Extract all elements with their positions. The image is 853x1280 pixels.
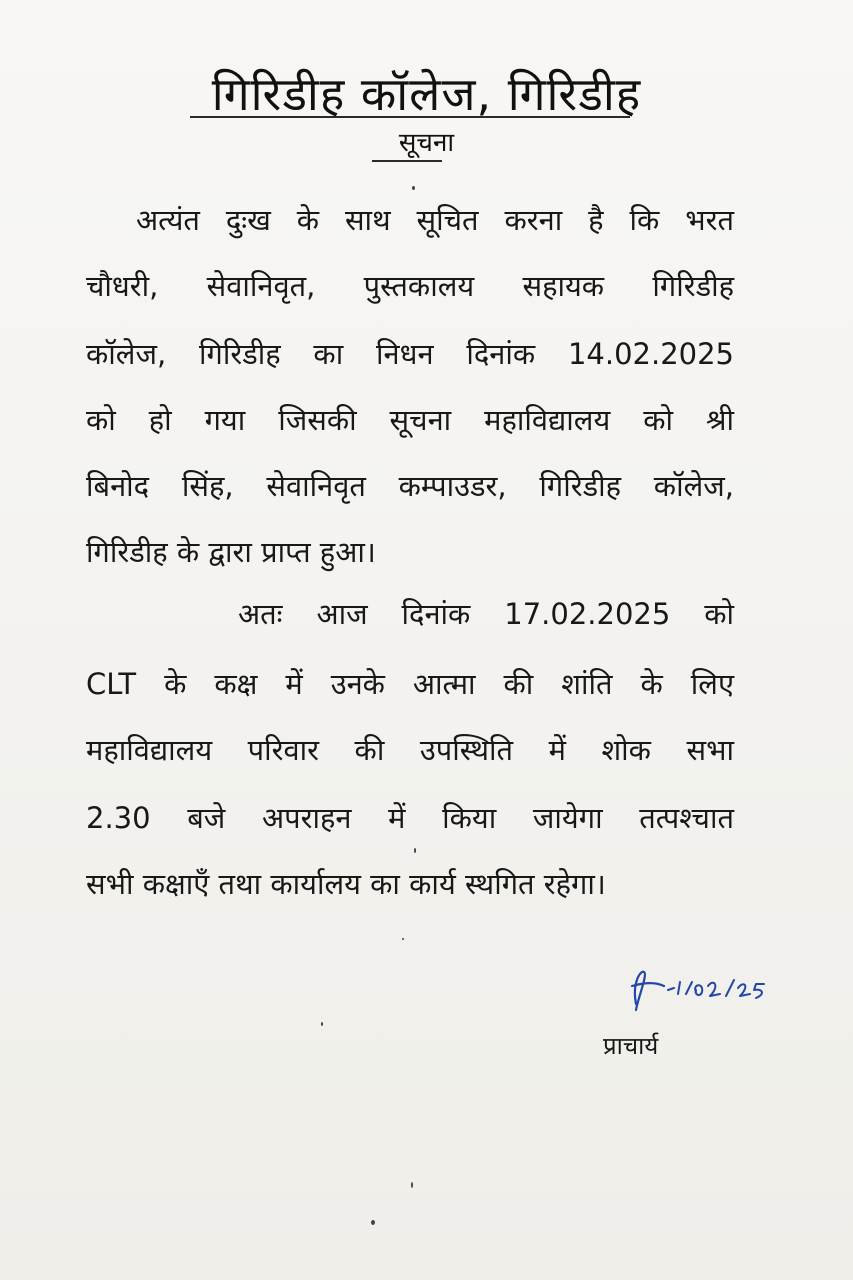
- heading-underline: [372, 160, 442, 162]
- notice-line-8: CLT के कक्ष में उनके आत्मा की शांति के लिए: [86, 667, 734, 701]
- handwritten-signature: [622, 964, 782, 1020]
- notice-line-3: कॉलेज, गिरिडीह का निधन दिनांक 14.02.2025: [86, 337, 734, 371]
- title-underline: [190, 116, 630, 118]
- notice-line-11: सभी कक्षाएँ तथा कार्यालय का कार्य स्थगित रहेगा।: [86, 867, 606, 901]
- signature-svg: [622, 964, 782, 1020]
- paper-speck: [371, 1220, 375, 1225]
- paper-speck: [321, 1022, 323, 1026]
- college-title: गिरिडीह कॉलेज, गिरिडीह: [211, 67, 642, 121]
- notice-line-2: चौधरी, सेवानिवृत, पुस्तकालय सहायक गिरिडीह: [86, 269, 734, 303]
- notice-heading: सूचना: [398, 128, 455, 158]
- notice-line-10: 2.30 बजे अपराहन में किया जायेगा तत्पश्चात: [86, 801, 734, 835]
- signer-designation: प्राचार्य: [603, 1032, 659, 1060]
- notice-line-5: बिनोद सिंह, सेवानिवृत कम्पाउडर, गिरिडीह कॉलेज,: [86, 469, 734, 503]
- notice-line-7: अतः आज दिनांक 17.02.2025 को: [238, 597, 734, 631]
- notice-line-6: गिरिडीह के द्वारा प्राप्त हुआ।: [86, 535, 376, 569]
- paper-speck: [412, 186, 415, 190]
- notice-line-1: अत्यंत दुःख के साथ सूचित करना है कि भरत: [136, 203, 734, 237]
- paper-speck: [414, 848, 416, 853]
- notice-line-9: महाविद्यालय परिवार की उपस्थिति में शोक सभा: [86, 733, 734, 767]
- paper-speck: [402, 938, 404, 940]
- notice-line-4: को हो गया जिसकी सूचना महाविद्यालय को श्री: [86, 403, 734, 437]
- paper-speck: [411, 1182, 413, 1188]
